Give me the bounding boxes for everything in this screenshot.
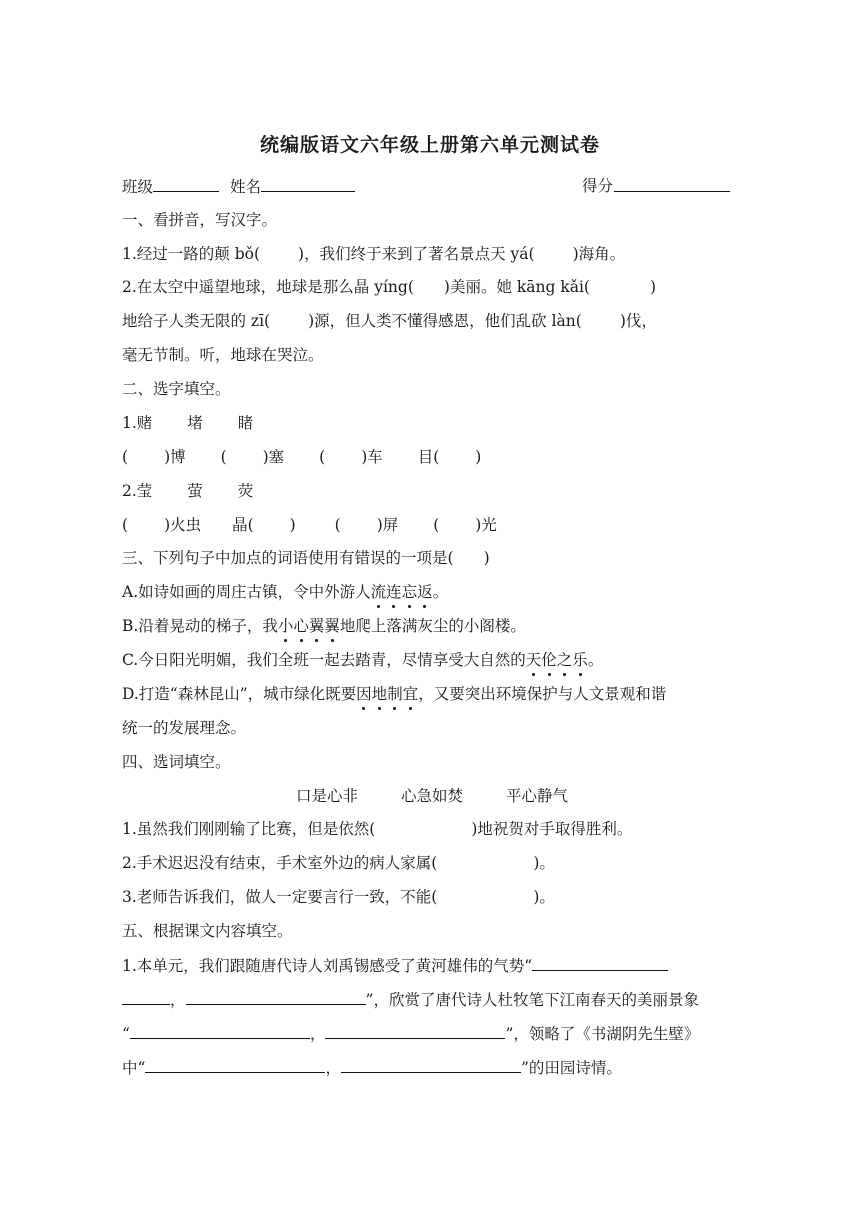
s1-q2-part-b: )美丽。她 kāng kǎi( <box>443 278 590 296</box>
emphasis-char: 制 <box>387 685 403 703</box>
s1-q2-part-a: 2.在太空中遥望地球，地球是那么晶 yíng( <box>122 278 414 296</box>
dotted-word <box>371 583 433 601</box>
s4-word-bank <box>122 785 742 807</box>
char-option: 2.莹 <box>122 482 153 500</box>
score-label: 得分 <box>582 177 614 195</box>
item-text: 晶( <box>232 516 254 534</box>
s3-option-d-line-1 <box>122 683 742 705</box>
option-text: 。 <box>587 651 604 669</box>
s1-q2-part-f: )伐， <box>619 312 657 330</box>
fill-blank[interactable] <box>186 988 366 1005</box>
s2-group-2-items <box>122 514 742 536</box>
s4-question-1 <box>122 818 742 840</box>
s1-q2-part-e: )源，但人类不懂得感恩，他们乱砍 làn( <box>308 312 582 330</box>
s3-option-c <box>122 649 742 671</box>
fill-blank[interactable] <box>145 1056 325 1073</box>
char-option: 睹 <box>237 414 254 432</box>
s2-group-2-chars <box>122 480 742 502</box>
option-text: A.如诗如画的周庄古镇，令中外游人 <box>122 583 371 601</box>
question-text: 2.手术迟迟没有结束，手术室外边的病人家属( <box>122 854 438 872</box>
s1-question-2-line-2 <box>122 310 742 332</box>
paren-open: ( <box>122 448 129 466</box>
option-text: D.打造“森林昆山”，城市绿化既要 <box>122 685 357 703</box>
emphasis-char: 天 <box>525 651 542 669</box>
name-blank[interactable] <box>261 175 355 192</box>
paren-open: ( <box>122 516 129 534</box>
char-option: 荧 <box>237 482 254 500</box>
emphasis-char: 之 <box>556 651 573 669</box>
emphasis-char: 地 <box>371 685 388 703</box>
s4-question-3 <box>122 886 742 908</box>
question-text: )。 <box>533 854 555 872</box>
emphasis-char: 忘 <box>401 583 418 601</box>
emphasis-char: 翼 <box>324 617 340 635</box>
option-text: ，又要突出环境保护与人文景观和谐 <box>418 685 667 703</box>
fill-blank[interactable] <box>341 1056 521 1073</box>
emphasis-char: 伦 <box>541 651 557 669</box>
emphasis-char: 连 <box>386 583 402 601</box>
fill-text: ， <box>309 1025 326 1043</box>
option-text: 地爬上落满灰尘的小阁楼。 <box>339 617 526 635</box>
s3-option-a <box>122 581 742 603</box>
word-option: 口是心非 <box>296 787 359 805</box>
option-text: 。 <box>432 583 449 601</box>
item-text: )火虫 <box>164 516 202 534</box>
paren-open: ( <box>334 516 341 534</box>
s5-line-4 <box>122 1056 742 1079</box>
s5-line-3 <box>122 1022 742 1045</box>
item-text: )光 <box>475 516 497 534</box>
page-title: 统编版语文六年级上册第六单元测试卷 <box>259 134 600 156</box>
s1-q2-part-d: 地给子人类无限的 zī( <box>122 312 271 330</box>
s2-group-1-chars <box>122 412 742 434</box>
emphasis-char: 因 <box>356 685 372 703</box>
option-text: B.沿着晃动的梯子，我 <box>122 617 278 635</box>
item-text: )车 <box>361 448 383 466</box>
emphasis-char: 小 <box>277 617 294 635</box>
fill-blank[interactable] <box>122 988 170 1005</box>
emphasis-char: 心 <box>293 617 309 635</box>
s1-q1-part-b: )，我们终于来到了著名景点天 yá( <box>298 245 535 263</box>
s1-question-1 <box>122 243 742 265</box>
s1-q1-part-c: )海角。 <box>572 245 626 263</box>
option-text: C.今日阳光明媚，我们全班一起去踏青，尽情享受大自然的 <box>122 651 526 669</box>
s2-group-1-items <box>122 446 742 468</box>
s5-line-1 <box>122 954 742 977</box>
fill-text: ”，领略了《书湖阴先生壁》 <box>505 1025 700 1043</box>
emphasis-char: 流 <box>370 583 387 601</box>
fill-blank[interactable] <box>532 954 668 971</box>
paren-open: ( <box>319 448 326 466</box>
dotted-word <box>526 651 588 669</box>
question-text: )。 <box>533 888 555 906</box>
s1-question-2-line-3: 毫无节制。听，地球在哭泣。 <box>122 346 324 364</box>
dotted-word <box>356 685 418 703</box>
emphasis-char: 返 <box>417 583 433 601</box>
emphasis-char: 乐 <box>572 651 588 669</box>
fill-text: ”的田园诗情。 <box>520 1059 622 1077</box>
student-info-row <box>122 175 742 198</box>
score-blank[interactable] <box>614 175 730 192</box>
fill-blank[interactable] <box>325 1022 505 1039</box>
char-option: 萤 <box>187 482 203 500</box>
name-label: 姓名 <box>229 178 261 196</box>
fill-text: 中“ <box>122 1059 146 1077</box>
s3-heading-text: 三、下列句子中加点的词语使用有错误的一项是( <box>122 549 454 567</box>
paren-close: ) <box>475 448 482 466</box>
paren-close: ) <box>289 516 296 534</box>
emphasis-char: 宜 <box>402 685 419 703</box>
char-option: 1.赌 <box>122 414 153 432</box>
emphasis-char: 翼 <box>308 617 325 635</box>
section-4-heading: 四、选词填空。 <box>122 753 231 771</box>
question-text: 1.虽然我们刚刚输了比赛，但是依然( <box>122 820 376 838</box>
paren-open: ( <box>433 516 440 534</box>
class-label: 班级 <box>122 178 154 196</box>
paren-open: ( <box>220 448 227 466</box>
dotted-word <box>278 617 340 635</box>
item-text: 目( <box>417 448 440 466</box>
section-2-heading: 二、选字填空。 <box>122 380 231 398</box>
fill-text: ”，欣赏了唐代诗人杜牧笔下江南春天的美丽景象 <box>365 991 699 1009</box>
item-text: )屏 <box>376 516 399 534</box>
paren-close: ) <box>483 549 490 567</box>
fill-text: ， <box>325 1059 341 1077</box>
fill-text: 1.本单元，我们跟随唐代诗人刘禹锡感受了黄河雄伟的气势“ <box>122 957 533 975</box>
class-blank[interactable] <box>153 175 219 192</box>
item-text: )塞 <box>262 448 285 466</box>
section-1-heading: 一、看拼音，写汉字。 <box>122 211 278 229</box>
fill-text: ， <box>170 991 186 1009</box>
s1-q1-part-a: 1.经过一路的颠 bǒ( <box>122 245 261 263</box>
fill-text: “ <box>122 1025 130 1043</box>
s1-question-2-line-1 <box>122 276 742 298</box>
s3-option-d-line-2: 统一的发展理念。 <box>122 719 247 737</box>
char-option: 堵 <box>187 414 203 432</box>
word-option: 平心静气 <box>505 787 568 805</box>
s3-option-b <box>122 615 742 637</box>
question-text: )地祝贺对手取得胜利。 <box>471 820 633 838</box>
section-3-heading <box>122 547 742 569</box>
section-5-heading: 五、根据课文内容填空。 <box>122 922 293 940</box>
item-text: )博 <box>164 448 186 466</box>
word-option: 心急如焚 <box>400 787 463 805</box>
s4-question-2 <box>122 852 742 874</box>
fill-blank[interactable] <box>130 1022 310 1039</box>
s1-q2-part-c: ) <box>649 278 657 296</box>
question-text: 3.老师告诉我们，做人一定要言行一致，不能( <box>122 888 438 906</box>
s5-line-2 <box>122 988 742 1011</box>
